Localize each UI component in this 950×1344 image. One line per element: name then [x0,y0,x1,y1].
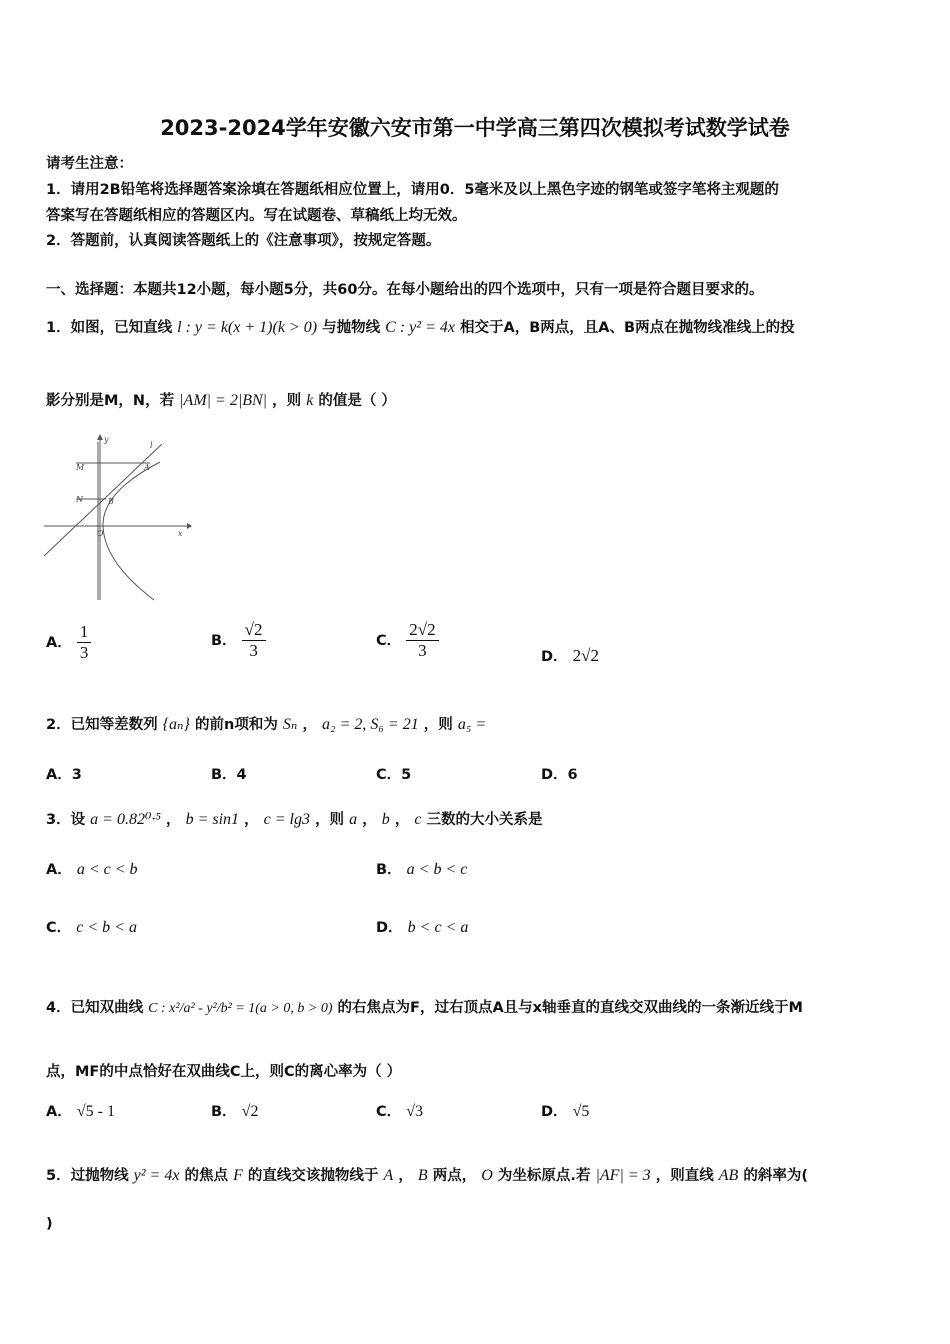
x-axis-arrow [187,523,192,529]
q5-parabola: y² = 4x [133,1167,180,1184]
q2-sum: Sₙ [282,716,298,733]
q5-condition: |AF| = 3 [595,1167,651,1184]
q3-option-d[interactable]: D． b < c < a [376,919,469,936]
notice-line-1: 1．请用2B铅笔将选择题答案涂填在答题纸相应位置上，请用0．5毫米及以上黑色字迹的钢笔或签字笔将主观题的 [46,182,779,198]
q3-c: c = lg3 [263,811,310,828]
q4-option-b[interactable]: B． √2 [211,1103,259,1120]
q3-b: b = sin1 [185,811,240,828]
q4-option-c[interactable]: C． √3 [376,1103,424,1120]
line-l [44,444,162,556]
label-y: y [104,435,109,444]
question-5-line-2: ) [46,1216,53,1232]
q2-condition: a₂ = 2, S₆ = 21 [322,716,419,733]
question-1-line-2 [46,389,396,410]
q1-option-a-fraction: $\frac{1}{3}$ [77,622,92,663]
q1-option-b[interactable]: B． $\frac{√2}{3}$ [211,620,266,661]
label-M: M [76,463,85,472]
q2-option-a[interactable]: A．3 [46,767,82,783]
q1-option-c[interactable]: C． $\frac{2√2}{3}$ [376,620,439,661]
q1-figure [42,432,202,604]
q2-option-c[interactable]: C．5 [376,767,412,783]
y-axis-arrow [97,434,103,440]
question-4-line-2: 点，MF的中点恰好在双曲线C上，则C的离心率为（ ） [46,1064,402,1080]
notice-line-3: 2．答题前，认真阅读答题纸上的《注意事项》，按规定答题。 [46,233,441,249]
parabola-curve [103,462,160,600]
q1-text-1: 1．如图，已知直线 [46,320,173,336]
label-l: l [150,441,153,450]
q3-option-a[interactable]: A． a < c < b [46,861,138,878]
question-4-line-1: 4．已知双曲线 C : x²/a² - y²/b² = 1(a > 0, b > 0) 的右焦点为F，过右顶点A且与x轴垂直的直线交双曲线的一条渐近线于M [46,1000,803,1016]
label-O: O [97,529,104,538]
q1-option-a[interactable]: A． $\frac{1}{3}$ [46,622,91,663]
label-A: A [144,463,150,472]
q1-option-c-fraction: $\frac{2√2}{3}$ [406,620,438,661]
q1-text-2: 与抛物线 [322,320,381,336]
q1-option-d[interactable]: D． 2√2 [541,646,599,665]
q1-line-equation: l : y = k(x + 1)(k > 0) [177,319,318,336]
q1-text-4: 影分别是M，N，若 [46,393,175,409]
question-2: 2．已知等差数列 {aₙ} 的前n项和为 Sₙ ， a₂ = 2, S₆ = 21 ，则 a₅ = [46,716,487,733]
q2-sequence: {aₙ} [162,716,190,733]
question-1-line-1 [46,316,795,337]
q1-k: k [306,392,314,409]
notice-line-2: 答案写在答题纸相应的答题区内。写在试题卷、草稿纸上均无效。 [46,208,467,224]
q1-condition: |AM| = 2|BN| [179,392,268,409]
q3-option-c[interactable]: C． c < b < a [46,919,137,936]
q1-text-6: 的值是（ ） [318,393,396,409]
q3-option-b[interactable]: B． a < b < c [376,861,468,878]
q2-option-b[interactable]: B．4 [211,767,247,783]
label-x: x [178,529,183,538]
question-5-line-1: 5．过抛物线 y² = 4x 的焦点 F 的直线交该抛物线于 A ， B 两点， O 为坐标原点.若 |AF| = 3 ，则直线 AB 的斜率为( [46,1167,809,1184]
q1-text-5: ，则 [272,393,302,409]
q4-option-a[interactable]: A． √5 - 1 [46,1103,115,1120]
q4-option-d[interactable]: D． √5 [541,1103,590,1120]
q2-option-d[interactable]: D．6 [541,767,578,783]
q2-target: a₅ = [457,716,487,733]
page-title: 2023-2024学年安徽六安市第一中学高三第四次模拟考试数学试卷 [160,116,790,140]
notice-heading: 请考生注意： [46,156,133,172]
q1-parabola-equation: C : y² = 4x [385,319,455,336]
q4-hyperbola: C : x²/a² - y²/b² = 1(a > 0, b > 0) [148,1001,333,1016]
label-B: B [108,497,114,506]
q1-text-3: 相交于A，B两点，且A、B两点在抛物线准线上的投 [460,320,795,336]
q1-option-b-fraction: $\frac{√2}{3}$ [242,620,266,661]
label-N: N [76,495,83,504]
question-3: 3．设 a = 0.82⁰·⁵ ， b = sin1 ， c = lg3 ，则 a ， b ， c 三数的大小关系是 [46,811,543,828]
q3-a: a = 0.82⁰·⁵ [90,811,161,828]
section-heading: 一、选择题：本题共12小题，每小题5分，共60分。在每小题给出的四个选项中，只有一项是符合题目要求的。 [46,282,764,298]
